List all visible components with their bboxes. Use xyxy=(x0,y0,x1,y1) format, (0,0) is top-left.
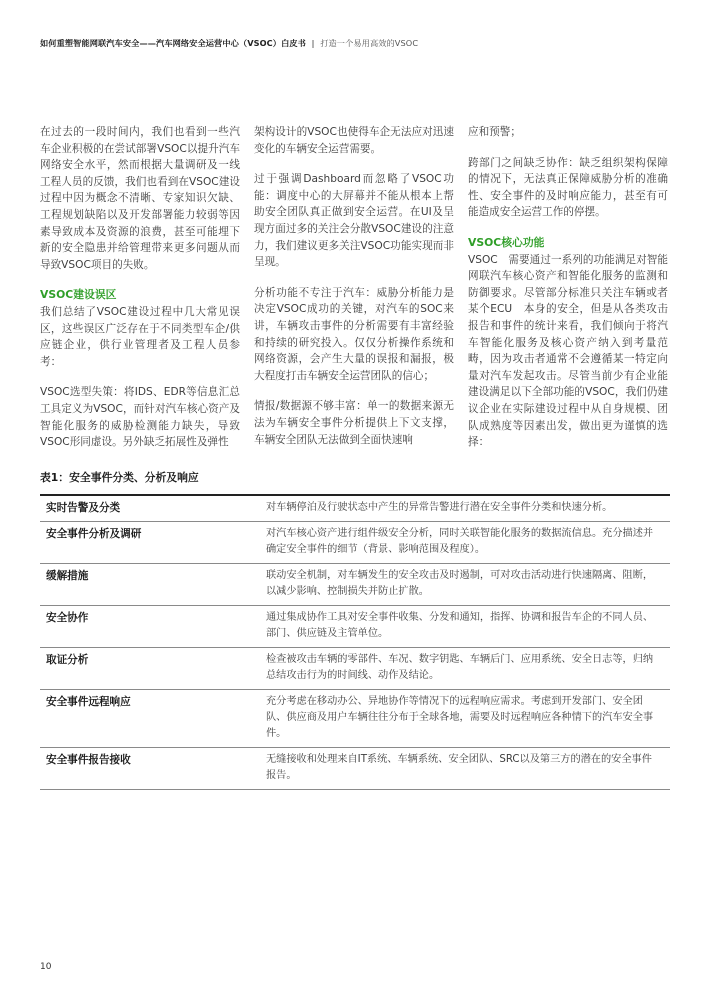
paragraph: VSOC选型失策：将IDS、EDR等信息汇总工具定义为VSOC，而针对汽车核心资产及智能化服务的威胁检测能力缺失，导致VSOC形同虚设。另外缺乏拓展性及弹性 xyxy=(40,386,240,449)
text-column-1 xyxy=(40,124,240,465)
section-heading-pitfalls: VSOC建设误区 xyxy=(40,288,117,302)
paragraph: 过于强调Dashboard而忽略了VSOC功能：调度中心的大屏幕并不能从根本上帮助安全团队真正做到安全运营。在UI及呈现方面过多的关注会分散VSOC建设的注意力，我们建议更多关注VSOC功能实现而非呈现。 xyxy=(254,173,454,269)
row-key: 安全事件分析及调研 xyxy=(46,528,142,540)
table-row xyxy=(40,496,670,522)
row-value: 联动安全机制，对车辆发生的安全攻击及时遏制，可对攻击活动进行快速隔离、阻断，以减少影响、控制损失并防止扩散。 xyxy=(266,570,654,597)
row-key: 缓解措施 xyxy=(46,570,89,582)
paragraph: 我们总结了VSOC建设过程中几大常见误区，这些误区广泛存在于不同类型车企/供应链企业，供行业管理者及工程人员参考： xyxy=(40,305,240,368)
table-row xyxy=(40,564,670,606)
page-number: 10 xyxy=(40,962,52,972)
section-heading-core-functions: VSOC核心功能 xyxy=(468,235,545,249)
document-title: 如何重塑智能网联汽车安全——汽车网络安全运营中心（VSOC）白皮书 xyxy=(40,38,306,48)
paragraph: 应和预警； xyxy=(468,126,521,138)
row-key: 安全事件报告接收 xyxy=(46,754,131,766)
row-value: 对车辆停泊及行驶状态中产生的异常告警进行潜在安全事件分类和快速分析。 xyxy=(266,502,613,513)
table-row xyxy=(40,690,670,748)
paragraph: 在过去的一段时间内，我们也看到一些汽车企业积极的在尝试部署VSOC以提升汽车网络安全水平，然而根据大量调研及一线工程人员的反馈，我们也看到在VSOC建设过程中因为概念不清晰、专家知识欠缺、工程规划缺陷以及开发部署能力较弱等因素导致成本及资源的浪费，甚至可能埋下新的安全隐患并给管理带来更多问题从而导致VSOC项目的失败。 xyxy=(40,126,240,271)
table-row xyxy=(40,648,670,690)
paragraph: 跨部门之间缺乏协作：缺乏组织架构保障的情况下，无法真正保障威胁分析的准确性、安全事件的及时响应能力，甚至有可能造成安全运营工作的停摆。 xyxy=(468,156,668,219)
text-column-2 xyxy=(254,124,454,462)
header-separator: | xyxy=(311,38,315,48)
page-header xyxy=(40,38,670,49)
paragraph: 分析功能不专注于汽车：威胁分析能力是决定VSOC成功的关键，对汽车的SOC来讲，车辆攻击事件的分析需要有丰富经验和持续的研究投入。仅仅分析操作系统和网络资源，会产生大量的误报和漏报，极大程度打击车辆安全运营团队的信心； xyxy=(254,286,454,382)
table-row xyxy=(40,748,670,790)
row-key: 安全事件远程响应 xyxy=(46,696,131,708)
paragraph: 架构设计的VSOC也使得车企无法应对迅速变化的车辆安全运营需要。 xyxy=(254,126,454,155)
row-value: 通过集成协作工具对安全事件收集、分发和通知，指挥、协调和报告车企的不同人员、部门、供应链及主管单位。 xyxy=(266,612,654,639)
row-key: 取证分析 xyxy=(46,654,89,666)
row-key: 实时告警及分类 xyxy=(46,502,121,514)
text-column-3 xyxy=(468,124,668,465)
row-value: 充分考虑在移动办公、异地协作等情况下的远程响应需求。考虑到开发部门、安全团队、供应商及用户车辆往往分布于全球各地，需要及时远程响应各种情下的汽车安全事件。 xyxy=(266,696,654,739)
row-value: 无缝接收和处理来自IT系统、车辆系统、安全团队、SRC以及第三方的潜在的安全事件报告。 xyxy=(266,754,652,781)
row-value: 检查被攻击车辆的零部件、车况、数字钥匙、车辆后门、应用系统、安全日志等，归纳总结攻击行为的时间线、动作及结论。 xyxy=(266,654,654,681)
table-row xyxy=(40,522,670,564)
row-value: 对汽车核心资产进行组件级安全分析，同时关联智能化服务的数据流信息。充分描述并确定安全事件的细节（背景、影响范围及程度）。 xyxy=(266,528,654,555)
chapter-title: 打造一个易用高效的VSOC xyxy=(320,38,419,48)
row-key: 安全协作 xyxy=(46,612,89,624)
paragraph: 情报/数据源不够丰富：单一的数据来源无法为车辆安全事件分析提供上下文支撑，车辆安全团队无法做到全面快速响 xyxy=(254,400,454,446)
table-caption: 表1：安全事件分类、分析及响应 xyxy=(40,471,199,484)
paragraph: VSOC 需要通过一系列的功能满足对智能网联汽车核心资产和智能化服务的监测和防御要求。尽管部分标准只关注车辆或者某个ECU 本身的安全，但是从各类攻击报告和事件的统计来看，我们倾向于将汽车智能化服务及核心资产纳入到考量范畴，因为攻击者通常不会遵循某一特定向量对汽车发起攻击。尽管当前少有企业能建设满足以下全部功能的VSOC，我们仍建议企业在实际建设过程中从自身规模、团队成熟度等因素出发，做出更为谨慎的选择： xyxy=(468,253,668,449)
security-event-table xyxy=(40,494,670,790)
table-row xyxy=(40,606,670,648)
